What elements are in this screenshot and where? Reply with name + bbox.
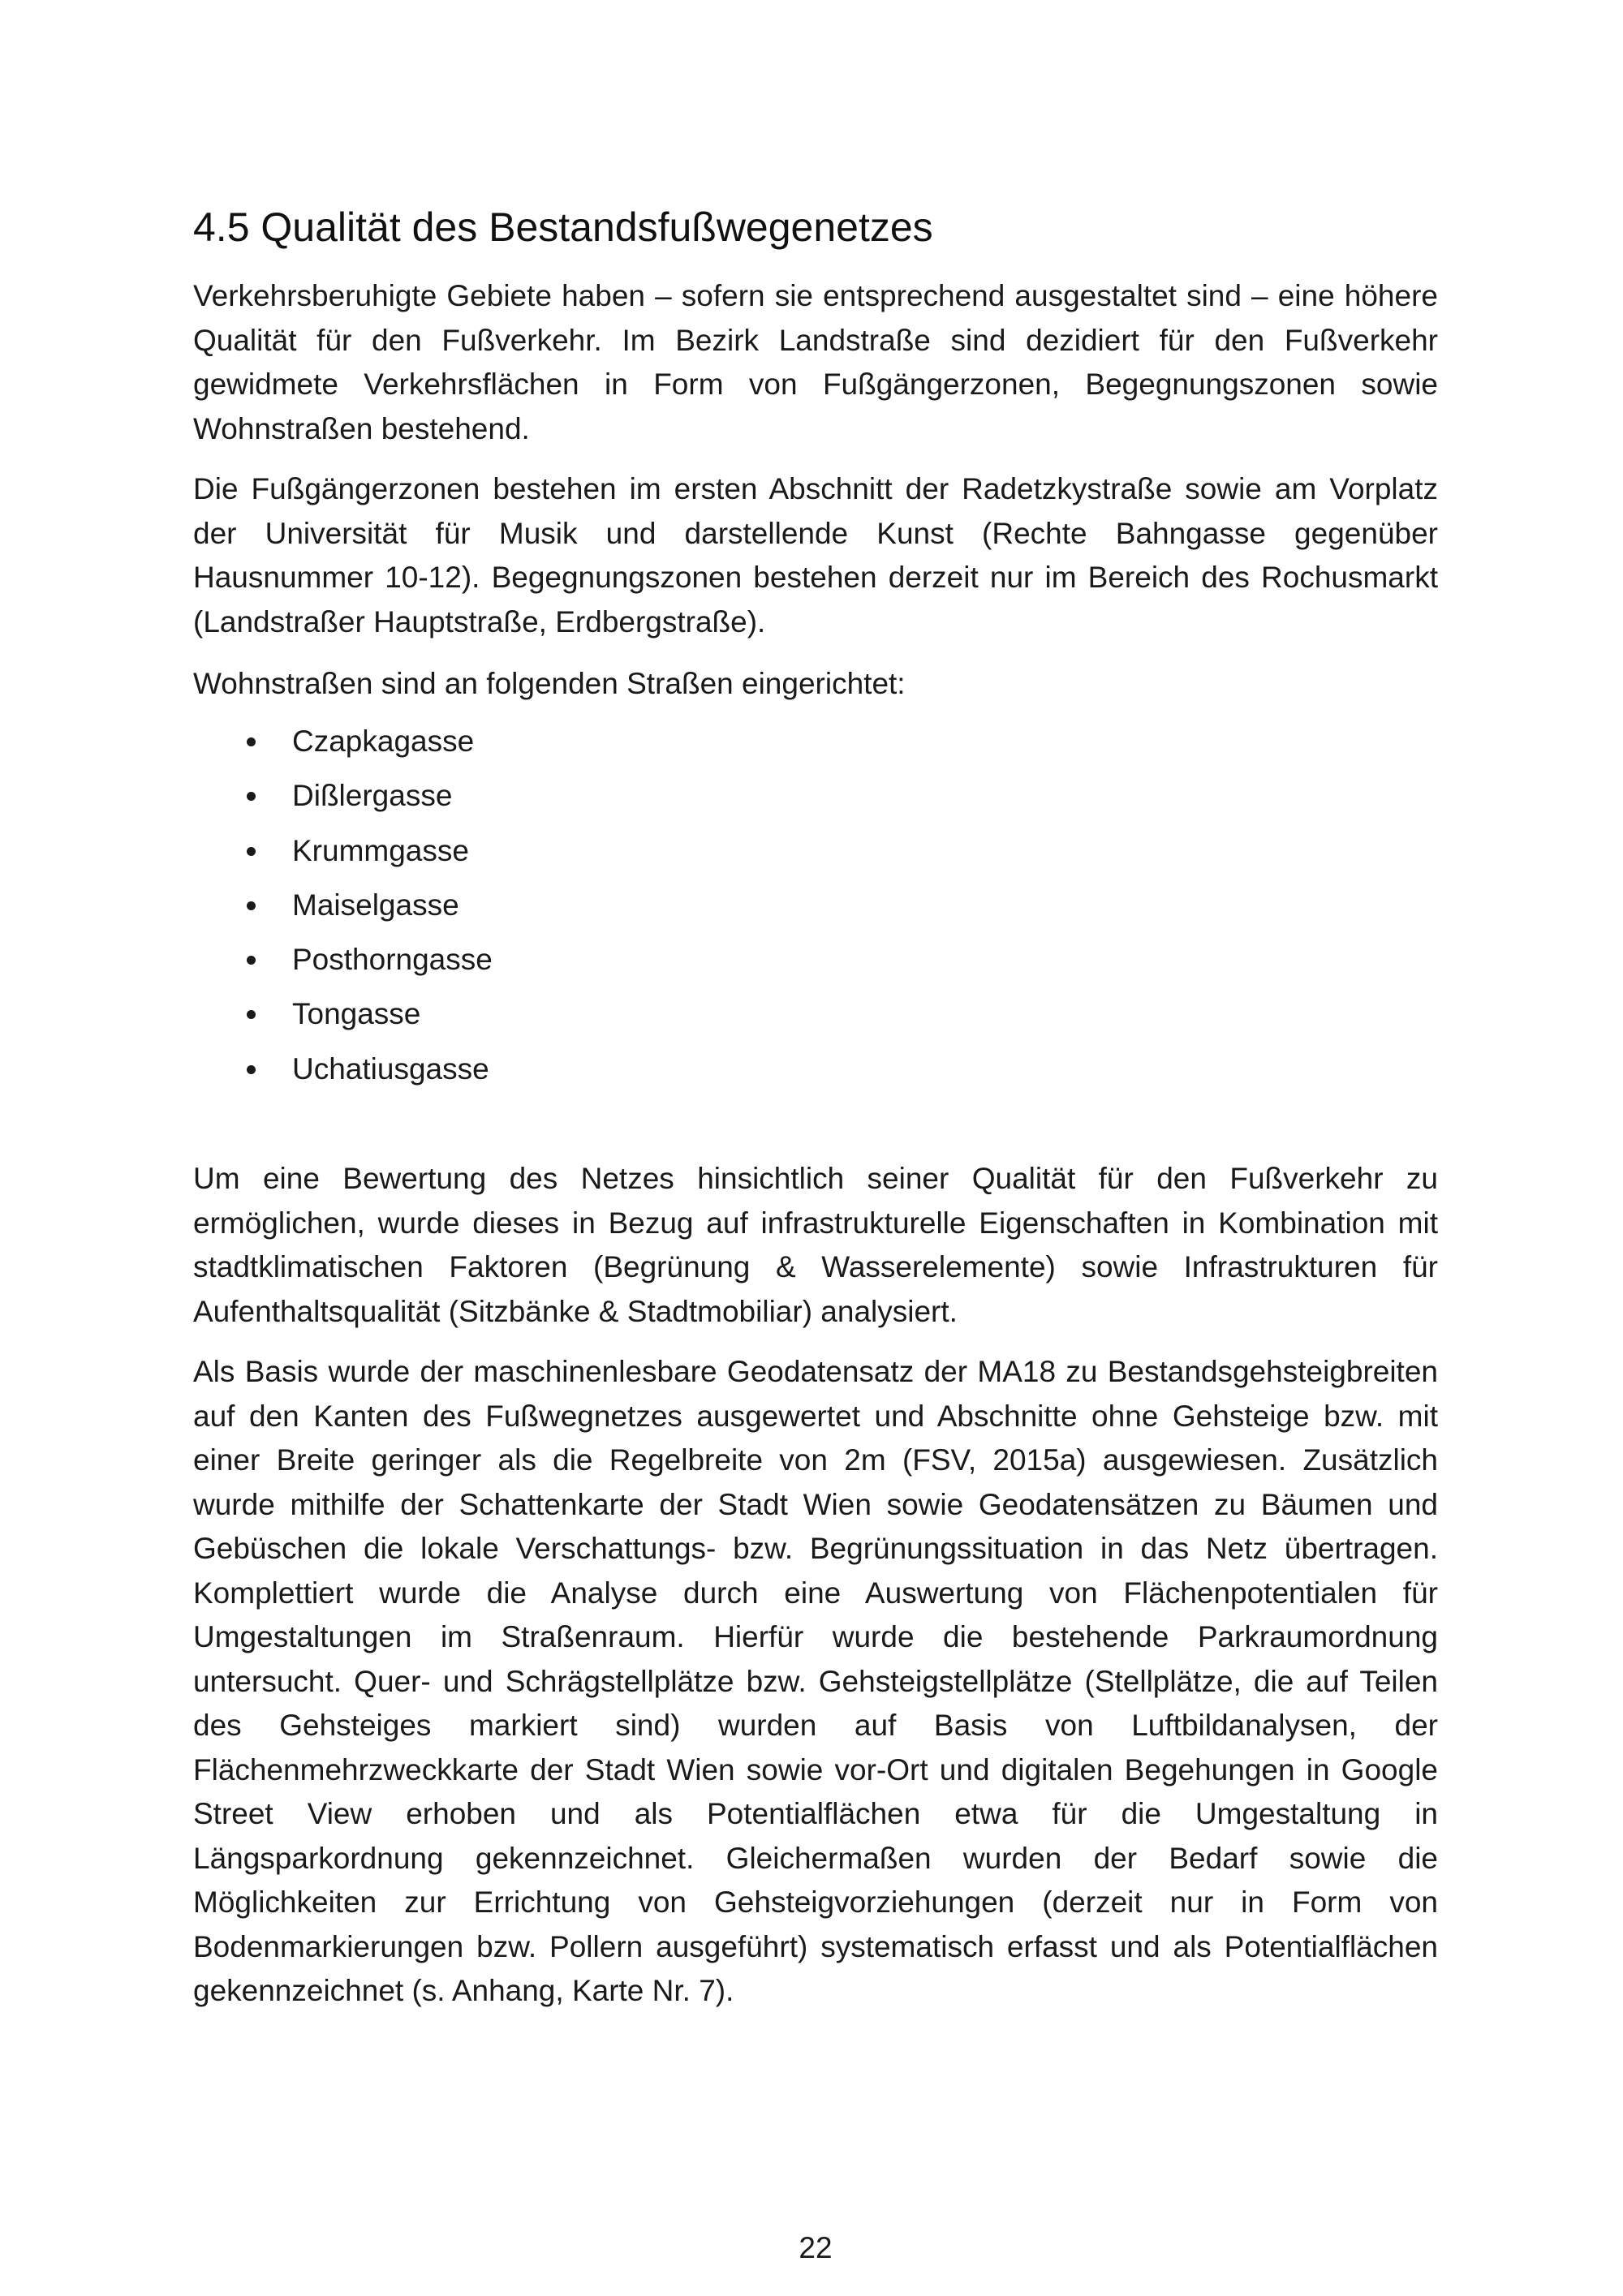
list-item (193, 938, 493, 992)
list-item-label: Dißlergasse (292, 779, 453, 813)
bullet-icon (247, 901, 256, 910)
page-number: 22 (799, 2231, 833, 2264)
bullet-icon (247, 847, 256, 856)
bullet-icon (247, 1065, 256, 1074)
list-item (193, 829, 493, 884)
paragraph-intro: Verkehrsberuhigte Gebiete haben – sofern sie entsprechend ausgestaltet sind – eine höhere Qualität für den Fußverkehr. Im Bezirk Landstraße sind dezidiert für den Fußverkehr gewidmete Verkehrsflächen in Form von Fußgängerzonen, Begegnungszonen sowie Wohnstraßen bestehend. (193, 279, 1438, 445)
paragraph-pedestrian-zones: Die Fußgängerzonen bestehen im ersten Abschnitt der Radetzkystraße sowie am Vorplatz der Universität für Musik und darstellende Kunst (Rechte Bahngasse gegenüber Hausnummer 10-12). Begegnungszonen bestehen derzeit nur im Bereich des Rochusmarkt (Landstraßer Hauptstraße, Erdbergstraße). (193, 472, 1438, 638)
list-item (193, 720, 493, 774)
paragraph-network-evaluation: Um eine Bewertung des Netzes hinsichtlich seiner Qualität für den Fußverkehr zu ermöglichen, wurde dieses in Bezug auf infrastrukturelle Eigenschaften in Kombination mit stadtklimatischen Faktoren (Begrünung & Wasserelemente) sowie Infrastrukturen für Aufenthaltsqualität (Sitzbänke & Stadtmobiliar) analysiert. (193, 1162, 1438, 1328)
bullet-icon (247, 956, 256, 965)
list-item-label: Krummgasse (292, 833, 469, 867)
list-item (193, 992, 493, 1047)
list-item-label: Czapkagasse (292, 724, 475, 758)
list-item-label: Maiselgasse (292, 888, 459, 922)
list-item (193, 1047, 493, 1102)
list-item-label: Posthorngasse (292, 943, 493, 977)
list-item-label: Uchatiusgasse (292, 1051, 489, 1086)
bullet-icon (247, 737, 256, 746)
bullet-icon (247, 1010, 256, 1019)
list-item (193, 884, 493, 938)
paragraph-methodology: Als Basis wurde der maschinenlesbare Geodatensatz der MA18 zu Bestandsgehsteigbreiten auf den Kanten des Fußwegnetzes ausgewertet und Abschnitte ohne Gehsteige bzw. mit einer Breite geringer als die Regelbreite von 2m (FSV, 2015a) ausgewiesen. Zusätzlich wurde mithilfe der Schattenkarte der Stadt Wien sowie Geodatensätzen zu Bäumen und Gebüschen die lokale Verschattungs- bzw. Begrünungssituation in das Netz übertragen. Komplettiert wurde die Analyse durch eine Auswertung von Flächenpotentialen für Umgestaltungen im Straßenraum. Hierfür wurde die bestehende Parkraumordnung untersucht. Quer- und Schrägstellplätze bzw. Gehsteigstellplätze (Stellplätze, die auf Teilen des Gehsteiges markiert sind) wurden auf Basis von Luftbildanalysen, der Flächenmehrzweckkarte der Stadt Wien sowie vor-Ort und digitalen Begehungen in Google Street View erhoben und als Potentialflächen etwa für die Umgestaltung in Längsparkordnung gekennzeichnet. Gleichermaßen wurden der Bedarf sowie die Möglichkeiten zur Errichtung von Gehsteigvorziehungen (derzeit nur in Form von Bodenmarkierungen bzw. Pollern ausgeführt) systematisch erfasst und als Potentialflächen gekennzeichnet (s. Anhang, Karte Nr. 7). (193, 1355, 1438, 2007)
paragraph-residential-streets: Wohnstraßen sind an folgenden Straßen eingerichtet: (193, 667, 906, 700)
street-list (193, 720, 493, 1102)
list-item-label: Tongasse (292, 997, 421, 1031)
section-heading: 4.5 Qualität des Bestandsfußwegenetzes (193, 204, 933, 250)
list-item (193, 774, 493, 828)
bullet-icon (247, 792, 256, 801)
